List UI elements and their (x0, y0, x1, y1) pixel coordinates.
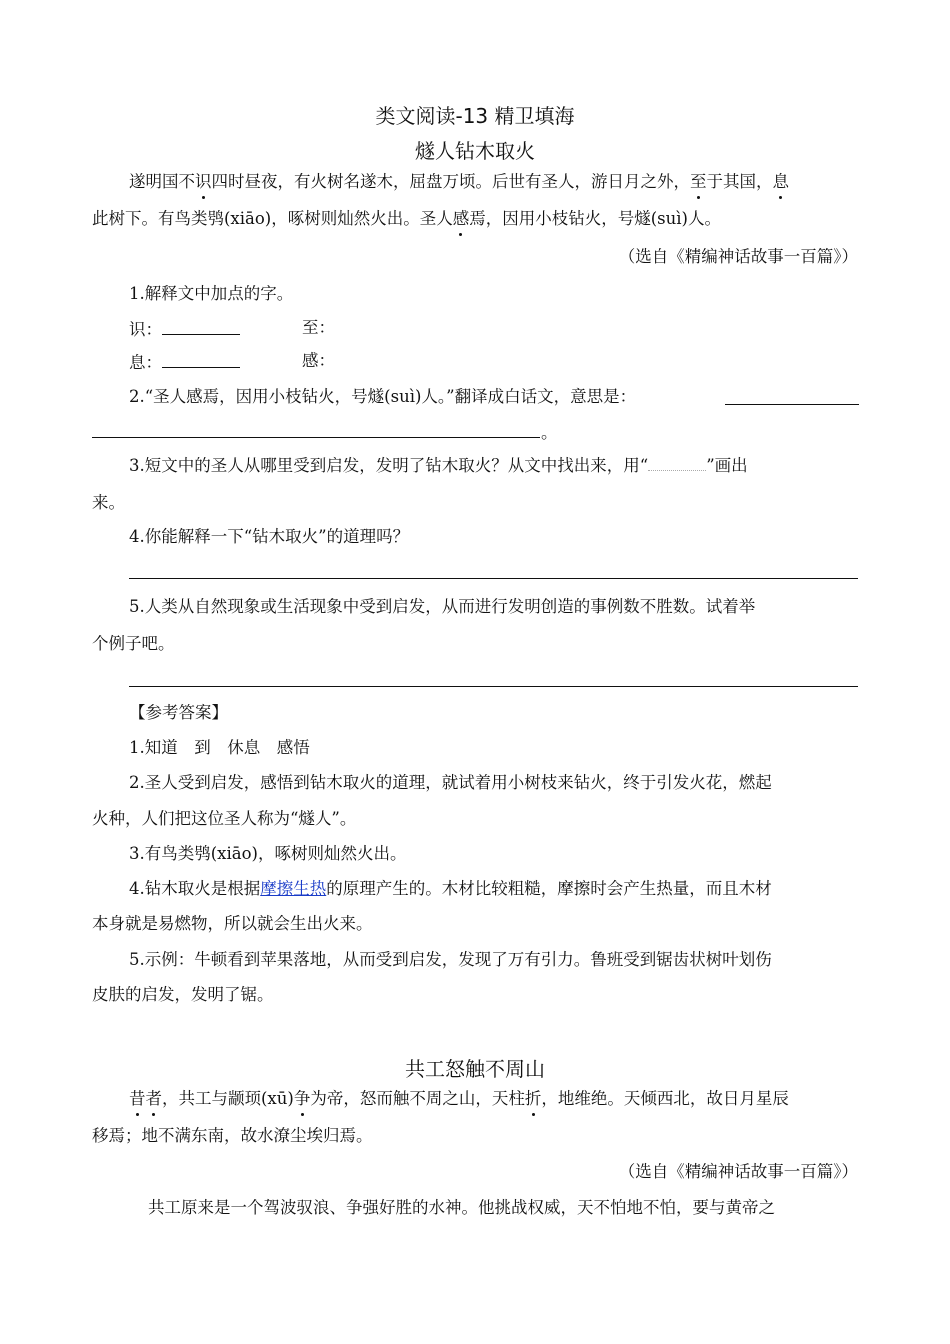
q3-text: 3.短文中的圣人从哪里受到启发，发明了钻木取火？从文中找出来，用“ (129, 456, 649, 475)
answer-text: 4.钻木取火是根据 (129, 879, 261, 898)
passage-text: 于其国， (706, 172, 773, 191)
answer-5-cont: 皮肤的启发，发明了锯。 (92, 985, 274, 1004)
answer-text: 的原理产生的。木材比较粗糙，摩擦时会产生热量，而且木材 (326, 879, 772, 898)
answer-2: 2.圣人受到启发，感悟到钻木取火的道理，就试着用小树枝来钻火，终于引发火花，燃起 (129, 773, 772, 792)
q1-label: 感： (302, 351, 335, 370)
passage-text: ，地维绝。天倾西北，故日月星辰 (541, 1089, 789, 1108)
passage-text: 焉，因用小枝钻火，号燧(suì)人。 (469, 209, 721, 228)
dotted-char: 者 (146, 1087, 163, 1111)
passage1-line2 (92, 207, 721, 231)
question-5-cont: 个例子吧。 (92, 634, 175, 653)
q1-label: 息： (129, 353, 162, 372)
friction-heat-link[interactable]: 摩擦生热 (260, 879, 327, 898)
q1-item-c (129, 349, 240, 375)
passage1-line1 (129, 170, 789, 194)
passage2-line1 (129, 1087, 789, 1111)
question-1: 1.解释文中加点的字。 (129, 284, 294, 303)
passage2-line3: 共工原来是一个驾波驭浪、争强好胜的水神。他挑战权威，天不怕地不怕，要与黄帝之 (148, 1198, 775, 1217)
q1-item-b (302, 316, 335, 340)
question-5: 5.人类从自然现象或生活现象中受到启发，从而进行发明创造的事例数不胜数。试着举 (129, 597, 756, 616)
passage-text: 此树下。有鸟类鸮(xiāo)，啄树则灿然火出。圣人 (92, 209, 453, 228)
passage2-line2: 移焉；地不满东南，故水潦尘埃归焉。 (92, 1126, 373, 1145)
q5-answer-line[interactable] (129, 686, 858, 687)
q2-end: 。 (541, 423, 558, 442)
answer-4-cont: 本身就是易燃物，所以就会生出火来。 (92, 914, 373, 933)
q1-label: 至： (302, 318, 335, 337)
q1-label: 识： (129, 320, 162, 339)
dotted-char: 昔 (129, 1087, 146, 1111)
q2-answer-line[interactable] (725, 404, 859, 405)
answer-blank[interactable] (162, 316, 240, 335)
passage2-source: （选自《精编神话故事一百篇》） (618, 1162, 858, 1181)
question-3 (129, 454, 748, 478)
question-4: 4.你能解释一下“钻木取火”的道理吗？ (129, 527, 410, 546)
section1-title: 燧人钻木取火 (415, 139, 535, 163)
passage-text: 为帝，怒而触不周之山，天柱 (310, 1089, 525, 1108)
answer-1: 1.知道 到 休息 感悟 (129, 738, 310, 757)
dotted-char: 至 (690, 170, 707, 194)
q4-answer-line[interactable] (129, 578, 858, 579)
q1-item-a (129, 316, 240, 342)
passage-text: ，共工与颛顼(xū) (162, 1089, 294, 1108)
dotted-char: 争 (294, 1087, 311, 1111)
passage-text: 遂明国不 (129, 172, 195, 191)
dotted-char: 识 (195, 170, 212, 194)
question-3-cont: 来。 (92, 493, 125, 512)
q2-answer-line-2[interactable] (92, 437, 540, 438)
answer-2-cont: 火种，人们把这位圣人称为“燧人”。 (92, 809, 357, 828)
q3-text: ”画出 (706, 456, 748, 475)
answers-heading: 【参考答案】 (129, 703, 228, 722)
q1-item-d (302, 349, 335, 373)
answer-4 (129, 877, 772, 901)
main-title: 类文阅读-13 精卫填海 (375, 104, 575, 128)
passage-text: 四时昼夜，有火树名遂木，屈盘万顷。后世有圣人，游日月之外， (211, 172, 690, 191)
dotted-char: 感 (453, 207, 470, 231)
wavy-underline-sample (648, 456, 706, 471)
dotted-char: 息 (773, 170, 790, 194)
passage1-source: （选自《精编神话故事一百篇》） (618, 247, 858, 266)
section2-title: 共工怒触不周山 (405, 1057, 545, 1081)
answer-blank[interactable] (162, 349, 240, 368)
answer-5: 5.示例：牛顿看到苹果落地，从而受到启发，发现了万有引力。鲁班受到锯齿状树叶划伤 (129, 950, 772, 969)
answer-3: 3.有鸟类鸮(xiāo)，啄树则灿然火出。 (129, 844, 407, 863)
question-2: 2.“圣人感焉，因用小枝钻火，号燧(suì)人。”翻译成白话文，意思是： (129, 387, 637, 406)
dotted-char: 折 (525, 1087, 542, 1111)
